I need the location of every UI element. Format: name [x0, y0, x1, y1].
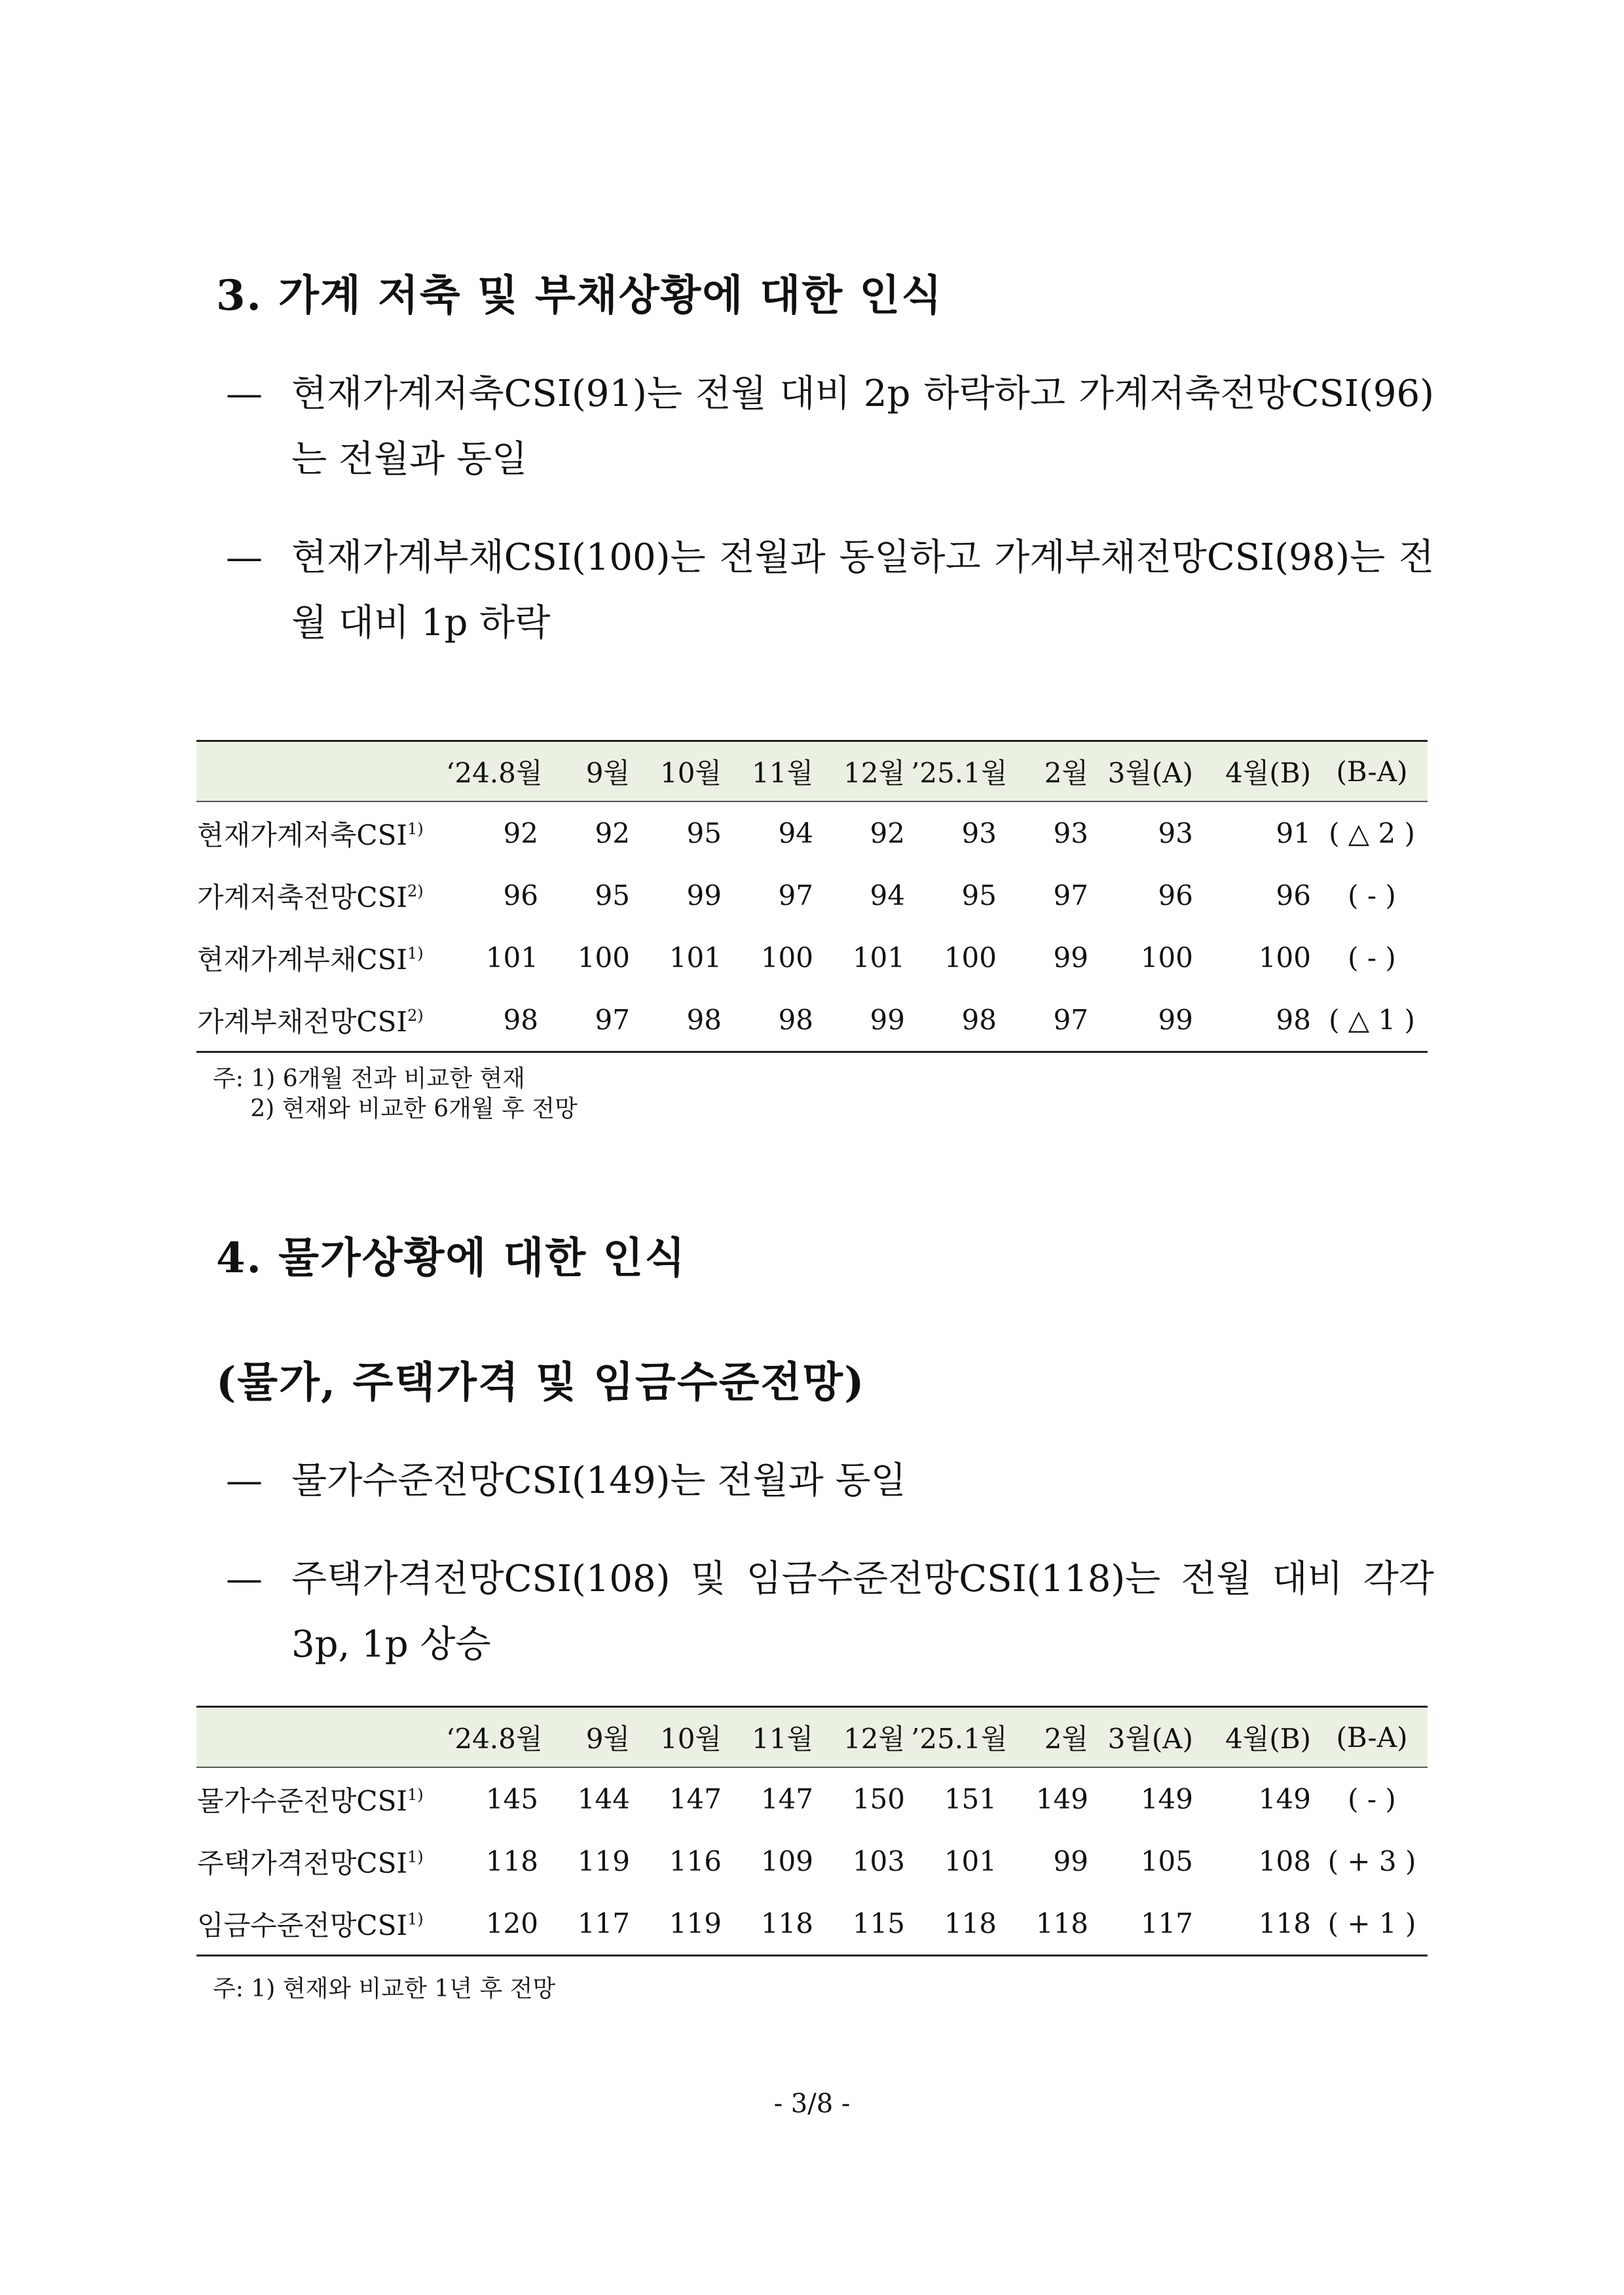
table-cell: 92	[503, 817, 538, 849]
table-cell: 98	[727, 989, 819, 1052]
table1-note-1: 주: 1) 6개월 전과 비교한 현재	[213, 1065, 525, 1092]
table-cell: 94	[870, 879, 905, 911]
section4-subtitle: (물가, 주택가격 및 임금수준전망)	[216, 1358, 866, 1407]
table-cell: 99	[686, 879, 722, 911]
col-header: 4월(B)	[1198, 1707, 1316, 1768]
footnote-marker: 2)	[407, 1006, 424, 1025]
col-header: ‘24.8월	[445, 1707, 544, 1768]
col-header: 2월	[1002, 741, 1094, 802]
row-label-text: 현재가계부채CSI	[197, 943, 407, 976]
table-cell: 151	[944, 1783, 997, 1815]
footnote-marker: 1)	[407, 1785, 424, 1804]
bullet-text: 주택가격전망CSI(108) 및 임금수준전망CSI(118)는 전월 대비 각각 3p, 1p 상승	[291, 1558, 1434, 1666]
table-cell: 100	[944, 942, 997, 974]
change-cell: ( △ 2 )	[1329, 817, 1415, 849]
bullet-text: 물가수준전망CSI(149)는 전월과 동일	[291, 1460, 906, 1502]
col-header-label	[196, 1707, 445, 1768]
change-cell: ( - )	[1348, 942, 1396, 974]
change-cell: ( + 1 )	[1316, 1892, 1428, 1956]
table-header-row	[196, 1707, 1428, 1768]
table-cell: 95	[961, 879, 997, 911]
col-header: 12월	[819, 741, 910, 802]
table-cell: 116	[669, 1845, 722, 1877]
table-row	[196, 1767, 1428, 1830]
table-cell: 99	[819, 989, 910, 1052]
col-header: ’25.1월	[910, 1707, 1002, 1768]
footnote-marker: 1)	[407, 819, 424, 838]
table-cell: 97	[1002, 989, 1094, 1052]
bullet-text: 현재가계부채CSI(100)는 전월과 동일하고 가계부채전망CSI(98)는 전월 대비 1p 하락	[291, 536, 1434, 644]
col-header: (B-A)	[1316, 1707, 1428, 1768]
table2-note-1: 주: 1) 현재와 비교한 1년 후 전망	[213, 1975, 556, 2002]
table-cell: 99	[1053, 1845, 1088, 1877]
table-row	[196, 864, 1428, 927]
row-label	[196, 1892, 445, 1956]
col-header: 10월	[635, 1707, 727, 1768]
col-header: ’25.1월	[910, 741, 1002, 802]
table-cell: 92	[595, 817, 630, 849]
table-cell: 100	[760, 942, 813, 974]
table-cell: 115	[819, 1892, 910, 1956]
row-label-text: 물가수준전망CSI	[197, 1784, 407, 1817]
table-cell: 118	[1198, 1892, 1316, 1956]
row-label-text: 가계부채전망CSI	[197, 1005, 407, 1038]
table-cell: 97	[1053, 879, 1088, 911]
table-cell: 105	[1140, 1845, 1193, 1877]
footnote-marker: 1)	[407, 1909, 424, 1928]
row-label-text: 가계저축전망CSI	[197, 881, 407, 913]
row-label-text: 임금수준전망CSI	[197, 1909, 407, 1941]
col-header: 11월	[727, 1707, 819, 1768]
table-cell: 149	[1258, 1783, 1311, 1815]
table-row	[196, 801, 1428, 864]
table-cell: 100	[1258, 942, 1311, 974]
change-cell: ( + 3 )	[1327, 1845, 1416, 1877]
col-header: 3월(A)	[1094, 741, 1198, 802]
table-cell: 95	[686, 817, 722, 849]
col-header: 11월	[727, 741, 819, 802]
table-cell: 98	[445, 989, 544, 1052]
table-cell: 118	[485, 1845, 538, 1877]
col-header: (B-A)	[1316, 741, 1428, 802]
row-label-text: 현재가계저축CSI	[197, 818, 407, 851]
bullet-text: 현재가계저축CSI(91)는 전월 대비 2p 하락하고 가계저축전망CSI(96)는 전월과 동일	[291, 373, 1434, 481]
price-expectation-table	[196, 1706, 1428, 1956]
col-header: 4월(B)	[1198, 741, 1316, 802]
table-cell: 147	[669, 1783, 722, 1815]
table-cell: 118	[727, 1892, 819, 1956]
table-cell: 149	[1140, 1783, 1193, 1815]
table-cell: 119	[635, 1892, 727, 1956]
table-cell: 97	[544, 989, 635, 1052]
table-cell: 99	[1094, 989, 1198, 1052]
section3-title: 3. 가계 저축 및 부채상황에 대한 인식	[216, 271, 944, 320]
section3-bullet-2	[226, 525, 1434, 656]
table-cell: 100	[577, 942, 630, 974]
table-cell: 96	[1158, 879, 1193, 911]
table-cell: 96	[1276, 879, 1311, 911]
table-cell: 147	[760, 1783, 813, 1815]
col-header: ‘24.8월	[445, 741, 544, 802]
table-cell: 98	[1198, 989, 1316, 1052]
bullet-dash: —	[226, 1558, 263, 1600]
table-cell: 118	[910, 1892, 1002, 1956]
bullet-dash: —	[226, 373, 263, 415]
table-cell: 99	[1053, 942, 1088, 974]
table-cell: 94	[778, 817, 813, 849]
table-cell: 119	[577, 1845, 630, 1877]
table-cell: 145	[485, 1783, 538, 1815]
table-cell: 96	[503, 879, 538, 911]
bullet-dash: —	[226, 1460, 263, 1502]
table-cell: 101	[485, 942, 538, 974]
col-header-label	[196, 741, 445, 802]
row-label	[196, 1767, 445, 1830]
household-savings-debt-table	[196, 740, 1428, 1053]
col-header: 10월	[635, 741, 727, 802]
table-cell: 109	[760, 1845, 813, 1877]
table-cell: 117	[1094, 1892, 1198, 1956]
table-cell: 120	[445, 1892, 544, 1956]
row-label-text: 주택가격전망CSI	[197, 1846, 407, 1879]
footnote-marker: 2)	[407, 881, 424, 900]
table-cell: 101	[669, 942, 722, 974]
table-cell: 118	[1002, 1892, 1094, 1956]
row-label	[196, 1830, 445, 1892]
footnote-marker: 1)	[407, 1847, 424, 1866]
change-cell: ( - )	[1348, 1783, 1396, 1815]
table-cell: 91	[1276, 817, 1311, 849]
col-header: 9월	[544, 1707, 635, 1768]
table-cell: 93	[1158, 817, 1193, 849]
table-cell: 150	[852, 1783, 905, 1815]
change-cell: ( △ 1 )	[1316, 989, 1428, 1052]
table-row	[196, 1830, 1428, 1892]
table-cell: 103	[852, 1845, 905, 1877]
row-label	[196, 864, 445, 927]
row-label	[196, 927, 445, 989]
col-header: 3월(A)	[1094, 1707, 1198, 1768]
table-row	[196, 927, 1428, 989]
table-cell: 95	[595, 879, 630, 911]
table-cell: 101	[944, 1845, 997, 1877]
section4-bullet-1	[226, 1448, 1434, 1514]
table-cell: 97	[778, 879, 813, 911]
col-header: 2월	[1002, 1707, 1094, 1768]
table-cell: 117	[544, 1892, 635, 1956]
section4-title: 4. 물가상황에 대한 인식	[216, 1234, 687, 1283]
table-cell: 108	[1258, 1845, 1311, 1877]
page-number: - 3/8 -	[773, 2089, 851, 2119]
footnote-marker: 1)	[407, 944, 424, 963]
table-cell: 92	[870, 817, 905, 849]
table-cell: 98	[910, 989, 1002, 1052]
col-header: 12월	[819, 1707, 910, 1768]
section4-bullet-2	[226, 1547, 1434, 1678]
table-cell: 144	[577, 1783, 630, 1815]
table1-note-2: 2) 현재와 비교한 6개월 후 전망	[213, 1095, 578, 1122]
table-cell: 149	[1035, 1783, 1088, 1815]
table-row	[196, 989, 1428, 1052]
table-cell: 93	[1053, 817, 1088, 849]
row-label	[196, 801, 445, 864]
change-cell: ( - )	[1348, 879, 1396, 911]
table-row	[196, 1892, 1428, 1956]
table-header-row	[196, 741, 1428, 802]
table-cell: 93	[961, 817, 997, 849]
bullet-dash: —	[226, 536, 263, 579]
table-cell: 98	[635, 989, 727, 1052]
table-cell: 100	[1140, 942, 1193, 974]
table-cell: 101	[852, 942, 905, 974]
col-header: 9월	[544, 741, 635, 802]
row-label	[196, 989, 445, 1052]
section3-bullet-1	[226, 361, 1434, 492]
